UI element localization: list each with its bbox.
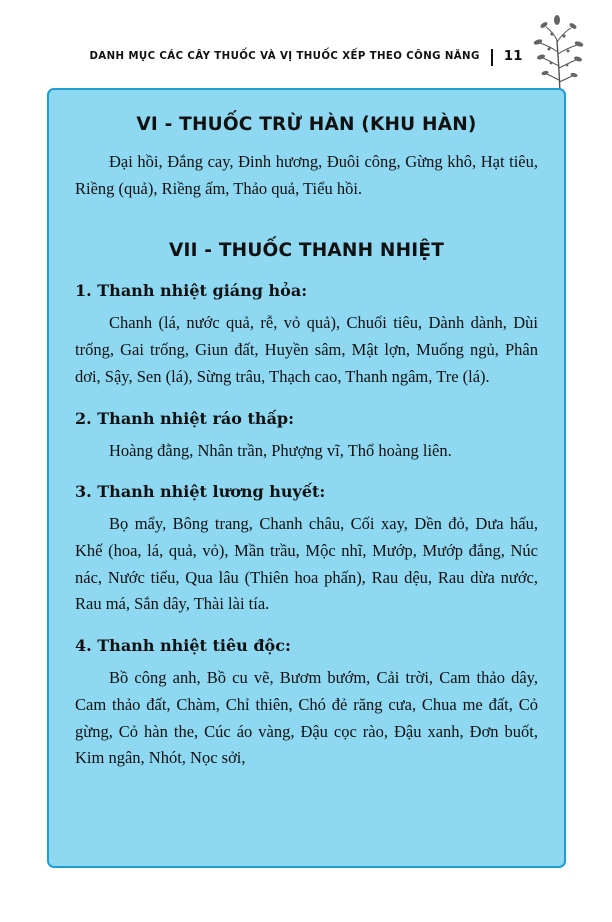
subsection-body-3: Bọ mẩy, Bông trang, Chanh châu, Cối xay, Dền đỏ, Dưa hấu, Khế (hoa, lá, quả, vỏ), Mần trầu, Mộc nhĩ, Mướp, Mướp đắng, Núc nác, Nước tiểu, Qua lâu (Thiên hoa phấn), Rau dệu, Rau dừa nước, Rau má, Sắn dây, Thài lài tía. bbox=[75, 514, 538, 614]
header-separator bbox=[491, 49, 493, 66]
subsection-heading-2: 2. Thanh nhiệt ráo thấp: bbox=[75, 408, 295, 428]
subsection-body-1: Chanh (lá, nước quả, rễ, vỏ quả), Chuối tiêu, Dành dành, Dùi trống, Gai trống, Giun đất, Huyền sâm, Mật lợn, Muống ngủ, Phân dơi, Sậy, Sen (lá), Sừng trâu, Thạch cao, Thanh ngâm, Tre (lá). bbox=[75, 313, 538, 386]
section-title-vi: VI - THUỐC TRỪ HÀN (KHU HÀN) bbox=[136, 114, 477, 135]
page-header bbox=[0, 44, 612, 68]
page-number: 11 bbox=[503, 48, 523, 64]
subsection-heading-4: 4. Thanh nhiệt tiêu độc: bbox=[75, 636, 291, 656]
subsection-body-4: Bồ công anh, Bồ cu vẽ, Bươm bướm, Cải trời, Cam thảo dây, Cam thảo đất, Chàm, Chỉ thiên, Chó đẻ răng cưa, Chua me đất, Cỏ gừng, Cỏ hàn the, Cúc áo vàng, Đậu cọc rào, Đậu xanh, Đơn buốt, Kim ngân, Nhót, Nọc sởi, bbox=[75, 668, 538, 768]
section-vi-body: Đại hồi, Đắng cay, Đinh hương, Đuôi công, Gừng khô, Hạt tiêu, Riềng (quả), Riềng ấm, Thảo quả, Tiểu hồi. bbox=[75, 152, 538, 198]
section-title-vii: VII - THUỐC THANH NHIỆT bbox=[168, 240, 445, 262]
content-panel bbox=[47, 88, 566, 868]
header-title: DANH MỤC CÁC CÂY THUỐC VÀ VỊ THUỐC XẾP THEO CÔNG NĂNG bbox=[89, 50, 480, 62]
subsection-body-2: Hoàng đằng, Nhân trần, Phượng vĩ, Thổ hoàng liên. bbox=[109, 440, 452, 460]
subsection-heading-1: 1. Thanh nhiệt giáng hỏa: bbox=[75, 281, 308, 301]
subsection-heading-3: 3. Thanh nhiệt lương huyết: bbox=[75, 482, 326, 502]
